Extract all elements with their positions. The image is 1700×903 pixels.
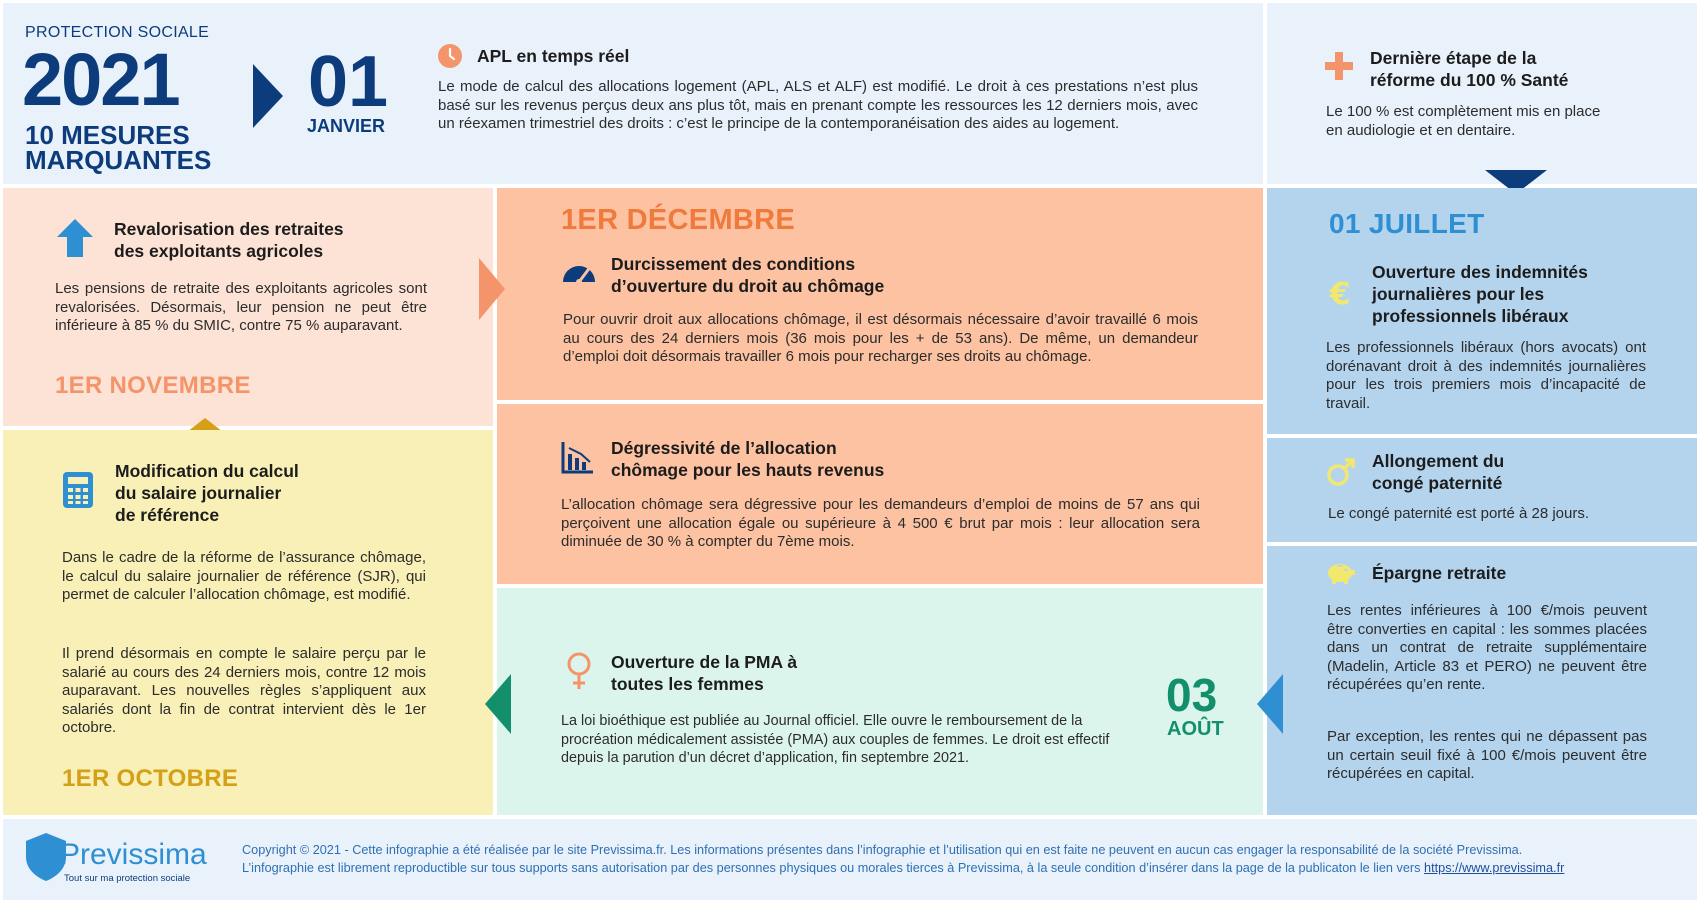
gauge-icon [561,258,597,284]
epargne-body1: Les rentes inférieures à 100 €/mois peuvent être converties en capital : les sommes placées dans un contrat de retraite supplémentaire (Madelin, Article 83 et PERO) ne peuvent être récupérées qu’en rente. [1327,602,1647,694]
sante-panel [1267,3,1697,184]
juillet-title-line3: professionnels libéraux [1372,306,1569,326]
calculator-icon [63,472,93,508]
degressivite-body: L’allocation chômage sera dégressive pour les demandeurs d’emploi de moins de 57 ans qui perçoivent une allocation égale ou supérieure à 4 500 € brut par mois : leur allocation sera diminuée de 30 % à compter du 7ème mois. [561,496,1200,551]
degressivite-title-line2: chômage pour les hauts revenus [611,460,885,480]
chevron-right-icon [253,64,283,128]
retraites-title-line1: Revalorisation des retraites [114,219,344,239]
pma-panel [497,588,1263,815]
sjr-body1: Dans le cadre de la réforme de l’assurance chômage, le calcul du salaire journalier de référence (SJR), qui permet de calculer l’allocation chômage, est modifié. [62,549,426,604]
previssima-link[interactable]: https://www.previssima.fr [1424,861,1565,875]
clock-icon [438,44,462,68]
piggy-bank-icon [1326,561,1356,585]
logo-name: Previssima [60,838,207,871]
subtitle-line2: MARQUANTES [25,145,212,175]
pma-day: 03 [1166,669,1218,721]
juillet-date: 01 JUILLET [1329,208,1485,239]
juillet-title-line2: journalières pour les [1372,284,1545,304]
pma-month: AOÛT [1167,718,1224,740]
copyright-line2 [242,861,1687,875]
epargne-title: Épargne retraite [1372,563,1507,583]
apl-body: Le mode de calcul des allocations logement (APL, ALS et ALF) est modifié. Le droit à ces prestations n’est plus basé sur les revenus perçus deux ans plus tôt, mais en prenant compte les ressources les 12 derniers mois, avec un réexamen trimestriel des droits : c’est le principe de la contemporanéisation des aides au logement. [438,78,1198,133]
footer [3,819,1697,900]
chevron-left-icon [1257,674,1283,734]
jan-month: JANVIER [307,116,386,136]
chevron-left-icon [485,674,511,734]
paternite-body: Le congé paternité est porté à 28 jours. [1328,505,1590,522]
sante-title-line2: réforme du 100 % Santé [1370,70,1569,90]
juillet-body: Les professionnels libéraux (hors avocats) ont dorénavant droit à des indemnités journalières pour les trois premiers mois d’incapacité de travail. [1326,339,1646,412]
pma-body: La loi bioéthique est publiée au Journal officiel. Elle ouvre le remboursement de la procréation médicalement assistée (PMA) aux couples de femmes. Le droit est effectif depuis la parution d’un décret d’application, fin septembre 2021. [561,713,1110,767]
copyright-text: L’infographie est librement reproductible sur tous supports sans autorisation par des personnes physiques ou morales tierces à Previssima, à la seule condition d’insérer dans la page de la publicaton le lien vers [242,861,1421,875]
paternite-title-line1: Allongement du [1372,451,1505,471]
euro-icon [1326,278,1354,310]
paternite-title-line2: congé paternité [1372,473,1503,493]
retraites-date: 1ER NOVEMBRE [55,372,251,399]
category-label: PROTECTION SOCIALE [25,24,210,41]
sante-title-line1: Dernière étape de la [1370,48,1537,68]
degressivite-title-line1: Dégressivité de l’allocation [611,438,837,458]
chevron-right-icon [479,258,505,320]
retraites-title-line2: des exploitants agricoles [114,241,324,261]
juillet-title-line1: Ouverture des indemnités [1372,262,1588,282]
svg-text:€: € [1329,278,1351,310]
logo-tagline: Tout sur ma protection sociale [64,873,191,884]
sjr-title-line2: du salaire journalier [115,483,282,503]
plus-icon [1325,52,1353,80]
female-icon [566,652,592,690]
sante-body: Le 100 % est complètement mis en place en audiologie et en dentaire. [1326,103,1601,139]
decembre-title-line1: Durcissement des conditions [611,254,856,274]
year-title: 2021 [22,38,179,121]
degressivite-panel [497,404,1263,584]
sjr-body2: Il prend désormais en compte le salaire perçu par le salarié au cours des 24 derniers mois, contre 12 mois auparavant. Les nouvelles règles s’appliquent aux salariés dont la fin de contrat intervient dès le 1er octobre. [62,645,426,737]
decembre-title-line2: d’ouverture du droit au chômage [611,276,885,296]
decembre-body: Pour ouvrir droit aux allocations chômage, il est désormais nécessaire d’avoir travaillé 6 mois au cours des 24 derniers mois (36 mois pour les + de 53 ans). De même, un demandeur d’emploi doit désormais travailler 6 mois pour recharger ses droits au chômage. [563,311,1198,366]
apl-title: APL en temps réel [477,46,630,66]
retraites-body: Les pensions de retraite des exploitants agricoles sont revalorisées. Désormais, leur pension ne peut être inférieure à 85 % du SMIC, contre 75 % auparavant. [55,280,427,335]
subtitle-line1: 10 MESURES [25,120,190,150]
arrow-up-icon [57,219,93,257]
copyright-line1: Copyright © 2021 - Cette infographie a été réalisée par le site Previssima.fr. Les informations présentes dans l’infographie et l’utilisation qui en est faite ne peuvent en aucun cas engager la responsabilité de la société Previssima. [242,843,1523,857]
male-icon [1326,457,1356,487]
chart-down-icon [561,440,595,474]
pma-title-line1: Ouverture de la PMA à [611,652,798,672]
pma-title-line2: toutes les femmes [611,674,764,694]
sjr-date: 1ER OCTOBRE [62,765,239,792]
decembre-date: 1ER DÉCEMBRE [561,204,796,236]
sjr-title-line3: de référence [115,505,220,525]
sjr-title-line1: Modification du calcul [115,461,299,481]
jan-day: 01 [308,42,389,122]
epargne-body2: Par exception, les rentes qui ne dépassent pas un certain seuil fixé à 100 €/mois peuvent être récupérées en capital. [1327,728,1647,783]
